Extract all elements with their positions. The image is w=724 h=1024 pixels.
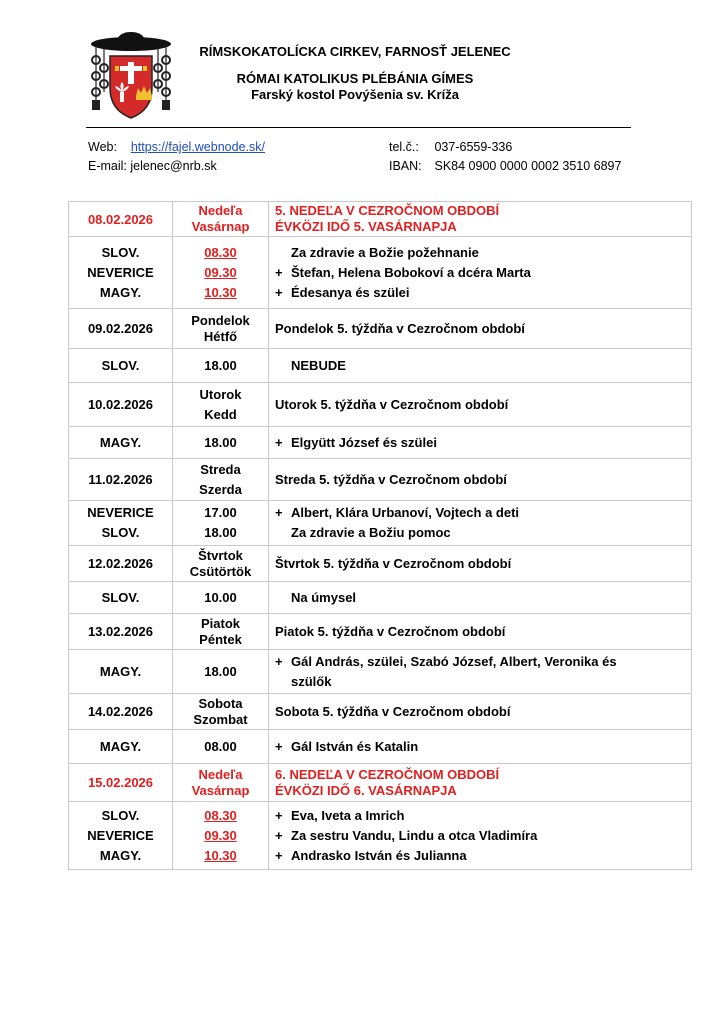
day-cell: Sobota Szombat <box>173 694 269 730</box>
day-cell: Pondelok Hétfő <box>173 309 269 349</box>
time-cell: 08.30 09.30 10.30 <box>173 802 269 870</box>
time-cell: 08.00 <box>173 730 269 764</box>
table-row <box>69 237 692 309</box>
place-cell: SLOV. <box>69 582 173 614</box>
date-cell: 08.02.2026 <box>69 202 173 237</box>
tel-line <box>389 140 512 154</box>
date-cell: 15.02.2026 <box>69 764 173 802</box>
day-cell: Streda Szerda <box>173 459 269 501</box>
liturgy-cell: Sobota 5. týždňa v Cezročnom období <box>269 694 692 730</box>
liturgy-cell: 6. NEDEĽA V CEZROČNOM OBDOBÍ ÉVKÖZI IDŐ 6. VASÁRNAPJA <box>269 764 692 802</box>
place-cell: SLOV. <box>69 349 173 383</box>
table-row <box>69 694 692 730</box>
date-cell: 14.02.2026 <box>69 694 173 730</box>
place-cell: MAGY. <box>69 730 173 764</box>
place-cell: NEVERICE SLOV. <box>69 501 173 546</box>
table-row <box>69 764 692 802</box>
liturgy-cell: Piatok 5. týždňa v Cezročnom období <box>269 614 692 650</box>
table-row <box>69 802 692 870</box>
place-cell: SLOV. NEVERICE MAGY. <box>69 237 173 309</box>
place-cell: SLOV. NEVERICE MAGY. <box>69 802 173 870</box>
time-cell: 08.30 09.30 10.30 <box>173 237 269 309</box>
day-cell: Piatok Péntek <box>173 614 269 650</box>
time-cell: 17.00 18.00 <box>173 501 269 546</box>
date-cell: 09.02.2026 <box>69 309 173 349</box>
time-cell: 18.00 <box>173 650 269 694</box>
table-row <box>69 349 692 383</box>
place-cell: MAGY. <box>69 650 173 694</box>
liturgy-cell: Utorok 5. týždňa v Cezročnom období <box>269 383 692 427</box>
intention-cell: NEBUDE <box>269 349 692 383</box>
table-row <box>69 427 692 459</box>
tel-label: tel.č.: <box>389 140 419 154</box>
email-line: E-mail: jelenec@nrb.sk <box>88 159 217 173</box>
header-subtitle: RÓMAI KATOLIKUS PLÉBÁNIA GÍMES <box>236 71 474 86</box>
web-label: Web: <box>88 140 117 154</box>
date-cell: 13.02.2026 <box>69 614 173 650</box>
liturgy-cell: Štvrtok 5. týždňa v Cezročnom období <box>269 546 692 582</box>
date-cell: 11.02.2026 <box>69 459 173 501</box>
intention-cell: + Elgyütt József és szülei <box>269 427 692 459</box>
intention-cell: + Gál András, szülei, Szabó József, Albert, Veronika és szülők <box>269 650 692 694</box>
date-cell: 12.02.2026 <box>69 546 173 582</box>
intention-cell: Za zdravie a Božie požehnanie + Štefan, Helena Bobokoví a dcéra Marta + Édesanya és szülei <box>269 237 692 309</box>
table-row <box>69 202 692 237</box>
header-title: RÍMSKOKATOLÍCKA CIRKEV, FARNOSŤ JELENEC <box>199 44 511 59</box>
web-line <box>88 140 265 154</box>
time-cell: 18.00 <box>173 349 269 383</box>
day-cell: Štvrtok Csütörtök <box>173 546 269 582</box>
table-row <box>69 459 692 501</box>
table-row <box>69 730 692 764</box>
table-row <box>69 582 692 614</box>
iban-value: SK84 0900 0000 0002 3510 6897 <box>434 159 622 173</box>
place-cell: MAGY. <box>69 427 173 459</box>
table-row <box>69 614 692 650</box>
date-cell: 10.02.2026 <box>69 383 173 427</box>
schedule-table <box>68 201 692 870</box>
day-cell: Nedeľa Vasárnap <box>173 202 269 237</box>
table-row <box>69 546 692 582</box>
table-row <box>69 650 692 694</box>
header-church: Farský kostol Povýšenia sv. Kríža <box>251 87 459 102</box>
intention-cell: + Gál István és Katalin <box>269 730 692 764</box>
intention-cell: + Eva, Iveta a Imrich + Za sestru Vandu, Lindu a otca Vladimíra + Andrasko István és Julianna <box>269 802 692 870</box>
header-divider <box>86 127 631 128</box>
liturgy-cell: 5. NEDEĽA V CEZROČNOM OBDOBÍ ÉVKÖZI IDŐ 5. VASÁRNAPJA <box>269 202 692 237</box>
intention-cell: Na úmysel <box>269 582 692 614</box>
time-cell: 18.00 <box>173 427 269 459</box>
tel-value: 037-6559-336 <box>434 140 513 154</box>
liturgy-cell: Streda 5. týždňa v Cezročnom období <box>269 459 692 501</box>
table-row <box>69 501 692 546</box>
intention-cell: + Albert, Klára Urbanoví, Vojtech a deti Za zdravie a Božiu pomoc <box>269 501 692 546</box>
web-link[interactable]: https://fajel.webnode.sk/ <box>130 140 265 154</box>
table-row <box>69 309 692 349</box>
iban-label: IBAN: <box>389 159 422 173</box>
day-cell: Utorok Kedd <box>173 383 269 427</box>
table-row <box>69 383 692 427</box>
time-cell: 10.00 <box>173 582 269 614</box>
parish-crest-logo <box>86 30 176 122</box>
iban-line <box>389 159 621 173</box>
liturgy-cell: Pondelok 5. týždňa v Cezročnom období <box>269 309 692 349</box>
day-cell: Nedeľa Vasárnap <box>173 764 269 802</box>
